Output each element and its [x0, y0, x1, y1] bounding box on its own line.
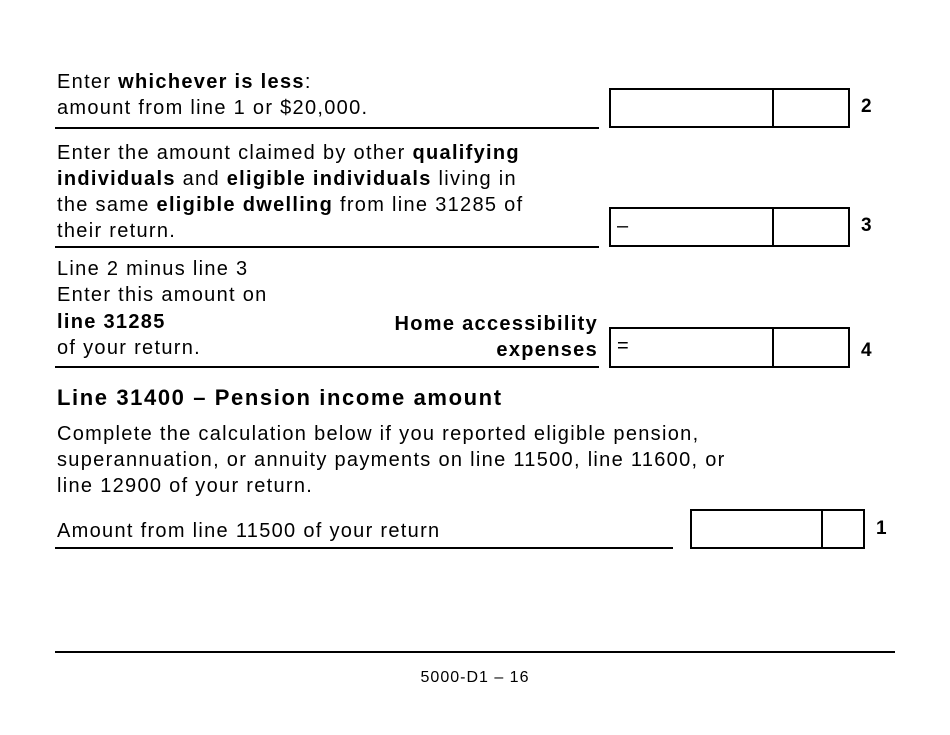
line3-text-3: the same eligible dwelling from line 31285 of [57, 194, 524, 216]
pension-line1-number: 1 [876, 518, 887, 539]
line3-underline [55, 246, 599, 248]
line4-underline [55, 366, 599, 368]
line2-cents-divider [772, 88, 774, 128]
pension-line1-amount-field[interactable] [690, 509, 865, 549]
line4-amount-field[interactable] [609, 327, 850, 368]
page-number: 5000-D1 – 16 [420, 669, 530, 686]
line4-number: 4 [861, 340, 872, 361]
line3-minus-sign: – [617, 215, 629, 237]
section-heading: Line 31400 – Pension income amount [57, 385, 503, 410]
line3-amount-field[interactable] [609, 207, 850, 247]
line3-text-4: their return. [57, 220, 177, 242]
line3-text-2: individuals and eligible individuals living in [57, 168, 517, 190]
line2-number: 2 [861, 96, 872, 117]
home-accessibility-label-1: Home accessibility [394, 313, 598, 335]
line2-underline [55, 127, 599, 129]
line3-number: 3 [861, 215, 872, 236]
section-paragraph-2: superannuation, or annuity payments on line 11500, line 11600, or [57, 449, 726, 471]
home-accessibility-label-2: expenses [496, 339, 598, 361]
pension-line1-label: Amount from line 11500 of your return [57, 520, 441, 542]
pension-line1-cents-divider [821, 509, 823, 549]
section-paragraph-3: line 12900 of your return. [57, 475, 314, 497]
section-paragraph-1: Complete the calculation below if you reported eligible pension, [57, 423, 700, 445]
line4-cents-divider [772, 327, 774, 368]
line3-cents-divider [772, 207, 774, 247]
line4-text-4: of your return. [57, 337, 202, 359]
line2-description: amount from line 1 or $20,000. [57, 97, 369, 119]
line4-equals-sign: = [617, 335, 629, 357]
line4-text-1: Line 2 minus line 3 [57, 258, 249, 280]
line2-amount-field[interactable] [609, 88, 850, 128]
line2-instruction: Enter whichever is less: [57, 71, 312, 93]
line4-text-3: line 31285 [57, 311, 166, 333]
pension-line1-underline [55, 547, 673, 549]
footer-rule [55, 651, 895, 653]
line3-text-1: Enter the amount claimed by other qualifying [57, 142, 520, 164]
line4-text-2: Enter this amount on [57, 284, 268, 306]
